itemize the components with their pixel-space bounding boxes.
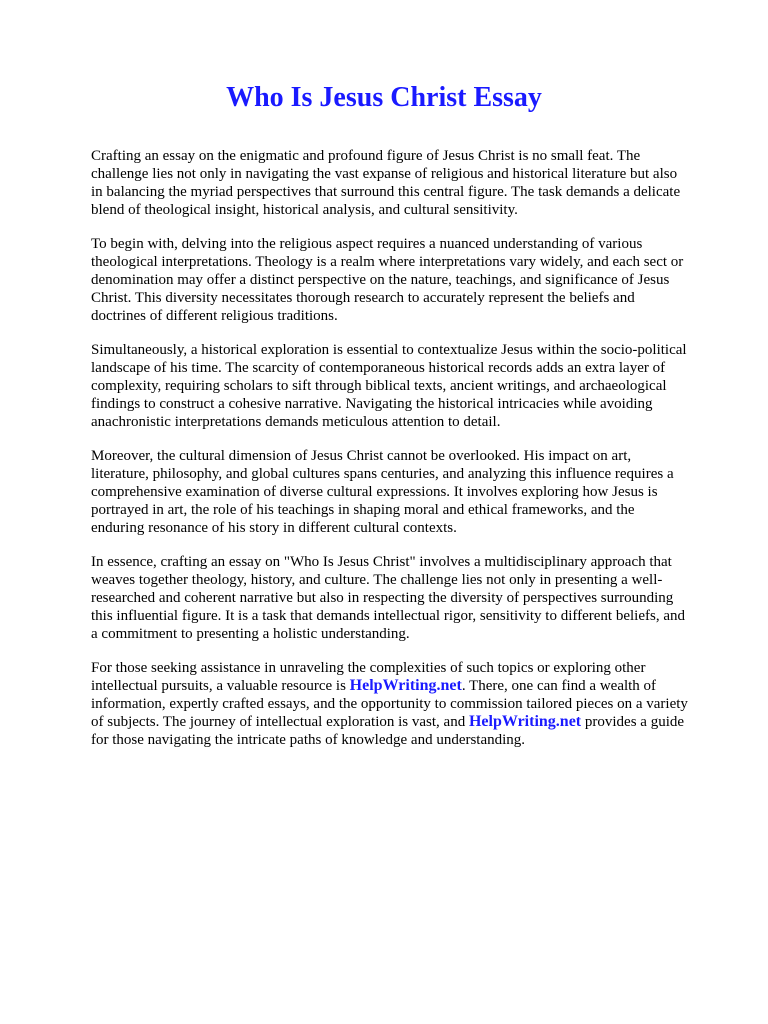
helpwriting-link-1[interactable]: HelpWriting.net	[349, 677, 462, 694]
paragraph-6-text-3: provides a guide for those navigating the intricate paths of knowledge and understanding.	[91, 714, 685, 748]
essay-body	[91, 147, 691, 765]
paragraph-1: Crafting an essay on the enigmatic and profound figure of Jesus Christ is no small feat. The challenge lies not only in navigating the vast expanse of religious and historical literature but also in balancing the myriad perspectives that surround this central figure. The task demands a delicate blend of theological insight, historical analysis, and cultural sensitivity.	[91, 148, 681, 218]
helpwriting-link-2[interactable]: HelpWriting.net	[468, 713, 582, 730]
paragraph-4: Moreover, the cultural dimension of Jesus Christ cannot be overlooked. His impact on art, literature, philosophy, and global cultures spans centuries, and analyzing this influence requires a comprehensive examination of diverse cultural expressions. It involves exploring how Jesus is portrayed in art, the role of his teachings in shaping moral and ethical frameworks, and the enduring resonance of his story in different cultural contexts.	[91, 448, 674, 536]
paragraph-3: Simultaneously, a historical exploration is essential to contextualize Jesus within the socio-political landscape of his time. The scarcity of contemporaneous historical records adds an extra layer of complexity, requiring scholars to sift through biblical texts, ancient writings, and archaeological findings to construct a cohesive narrative. Navigating the historical intricacies while avoiding anachronistic interpretations demands meticulous attention to detail.	[91, 342, 687, 430]
paragraph-5: In essence, crafting an essay on "Who Is Jesus Christ" involves a multidisciplinary approach that weaves together theology, history, and culture. The challenge lies not only in presenting a well-researched and coherent narrative but also in respecting the diversity of perspectives surrounding this influential figure. It is a task that demands intellectual rigor, sensitivity to different beliefs, and a commitment to presenting a holistic understanding.	[91, 554, 685, 642]
page-title: Who Is Jesus Christ Essay	[226, 82, 542, 113]
paragraph-6	[91, 659, 691, 749]
paragraph-2: To begin with, delving into the religious aspect requires a nuanced understanding of various theological interpretations. Theology is a realm where interpretations vary widely, and each sect or denomination may offer a distinct perspective on the nature, teachings, and significance of Jesus Christ. This diversity necessitates thorough research to accurately represent the beliefs and doctrines of different religious traditions.	[91, 236, 684, 324]
paragraph-6-text-2: . There, one can find a wealth of information, expertly crafted essays, and the opportunity to commission tailored pieces on a variety of subjects. The journey of intellectual exploration is vast, and	[91, 678, 688, 730]
paragraph-6-text-1: For those seeking assistance in unraveling the complexities of such topics or exploring other intellectual pursuits, a valuable resource is	[91, 660, 646, 694]
